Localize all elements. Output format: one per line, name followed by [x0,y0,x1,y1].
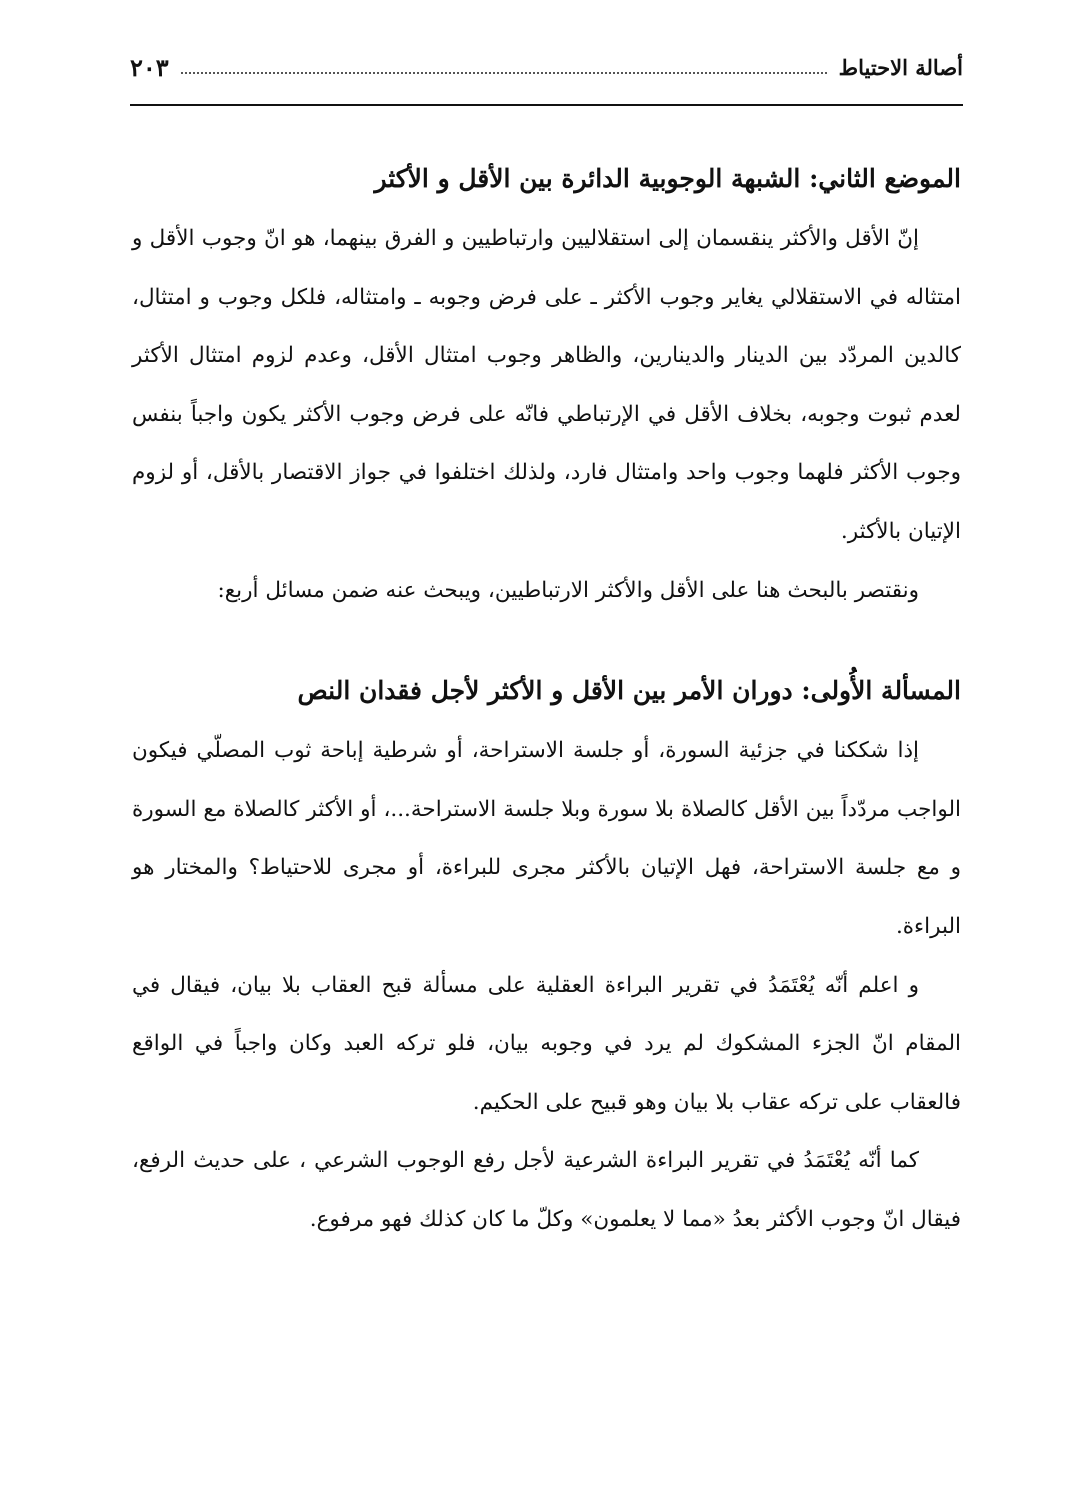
running-title: أصالة الاحتياط [838,54,963,80]
paragraph: ونقتصر بالبحث هنا على الأقل والأكثر الارتباطيين، ويبحث عنه ضمن مسائل أربع: [217,577,919,603]
section-spacer [132,620,961,660]
page-number: ٢٠٣ [130,52,169,82]
section-title-first-issue: المسألة الأُولى: دوران الأمر بين الأقل و الأكثر لأجل فقدان النص [297,676,961,706]
dotted-leader [181,72,827,74]
paragraph: و اعلم أنّه يُعْتَمَدُ في تقرير البراءة العقلية على مسألة قبح العقاب بلا بيان، فيقال في المقام انّ الجزء المشكوك لم يرد في وجوبه بيان، فلو تركه العبد وكان واجباً في الواقع فالعقاب على تركه عقاب بلا بيان وهو قبيح على الحكيم. [132,972,961,1115]
section-title-second-topic: الموضع الثاني: الشبهة الوجوبية الدائرة بين الأقل و الأكثر [374,164,961,193]
page-header [130,44,963,90]
paragraph: إذا شككنا في جزئية السورة، أو جلسة الاستراحة، أو شرطية إباحة ثوب المصلّي فيكون الواجب مردّداً بين الأقل كالصلاة بلا سورة وبلا جلسة الاستراحة...، أو الأكثر كالصلاة مع السورة و مع جلسة الاستراحة، فهل الإتيان بالأكثر مجرى للبراءة، أو مجرى للاحتياط؟ والمختار هو البراءة. [132,738,961,939]
header-rule [130,104,963,106]
paragraph: إنّ الأقل والأكثر ينقسمان إلى استقلاليين وارتباطيين و الفرق بينهما، هو انّ وجوب الأقل و امتثاله في الاستقلالي يغاير وجوب الأكثر ـ على فرض وجوبه ـ وامتثاله، فلكل وجوب و امتثال، كالدين المردّد بين الدينار والدينارين، والظاهر وجوب امتثال الأقل، وعدم لزوم امتثال الأكثر لعدم ثبوت وجوبه، بخلاف الأقل في الإرتباطي فانّه على فرض وجوب الأكثر يكون واجباً بنفس وجوب الأكثر فلهما وجوب واحد وامتثال فارد، ولذلك اختلفوا في جواز الاقتصار بالأقل، أو لزوم الإتيان بالأكثر. [132,226,961,544]
paragraph: كما أنّه يُعْتَمَدُ في تقرير البراءة الشرعية لأجل رفع الوجوب الشرعي ، على حديث الرفع، فيقال انّ وجوب الأكثر بعدُ «مما لا يعلمون» وكلّ ما كان كذلك فهو مرفوع. [132,1148,961,1232]
page-body [132,148,961,1250]
